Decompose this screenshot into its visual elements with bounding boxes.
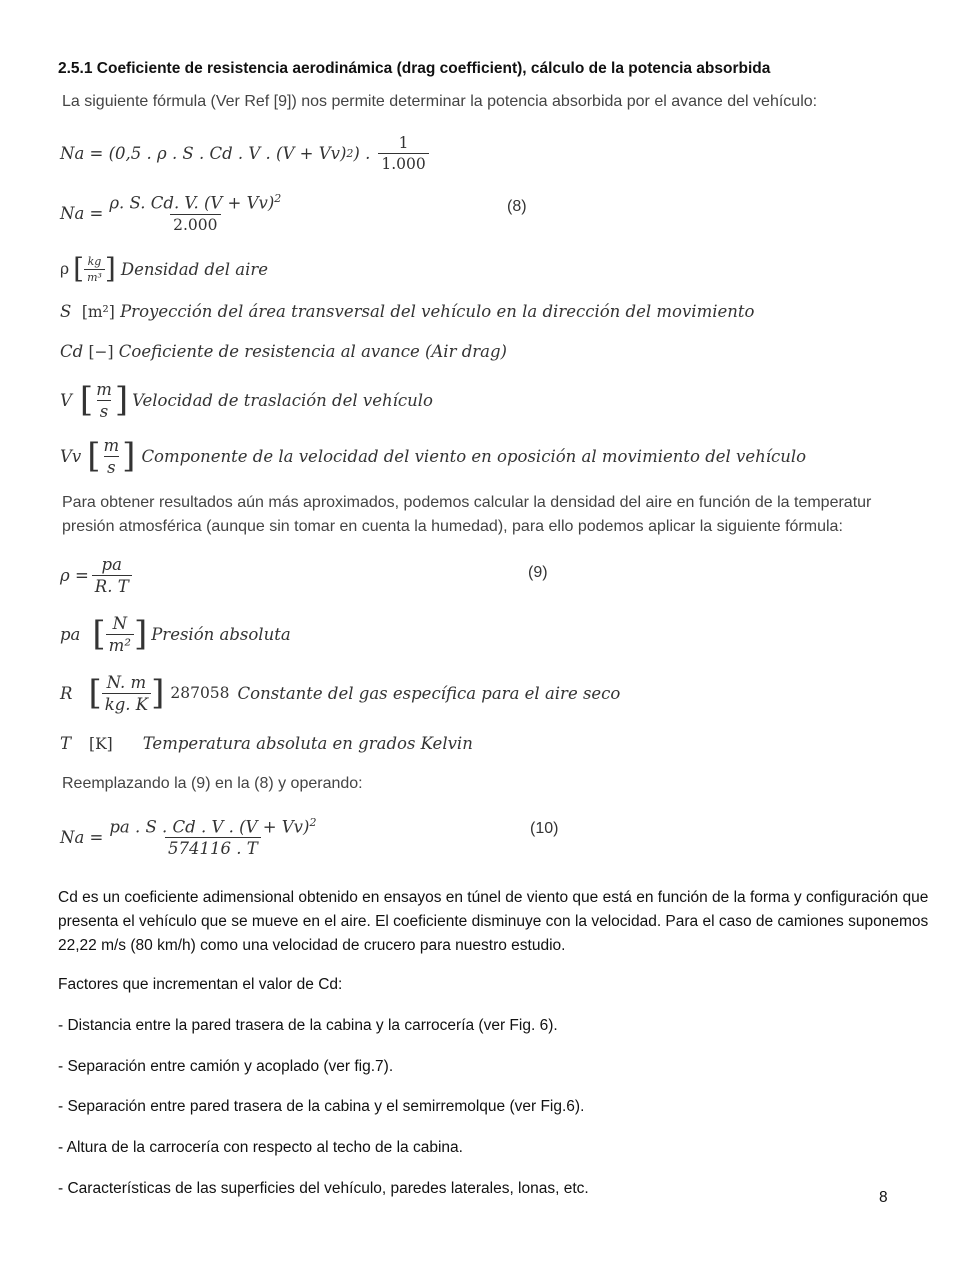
factor-item: - Separación entre pared trasera de la cabina y el semirremolque (ver Fig.6). bbox=[58, 1098, 585, 1115]
factor-item: - Características de las superficies del vehículo, paredes laterales, lonas, etc. bbox=[58, 1180, 589, 1197]
variable-r: R [ $\frac{N. m}{kg. K}$ ] 287058 Constante del gas específica para el aire seco bbox=[60, 672, 621, 714]
equation-number-8: (8) bbox=[507, 198, 527, 215]
factor-item: - Altura de la carrocería con respecto al techo de la cabina. bbox=[58, 1139, 463, 1156]
variable-vv: Vv [ $\frac{m}{s}$ ] Componente de la velocidad del viento en oposición al movimiento del vehículo bbox=[60, 435, 807, 477]
page-number: 8 bbox=[879, 1189, 888, 1206]
equation-number-9: (9) bbox=[528, 564, 548, 581]
section-heading: 2.5.1 Coeficiente de resistencia aerodinámica (drag coefficient), cálculo de la potencia absorbida bbox=[58, 60, 771, 77]
density-text-line2: presión atmosférica (aunque sin tomar en cuenta la humedad), para ello podemos aplicar la siguiente fórmula: bbox=[62, 518, 843, 535]
formula-power-full: Na = (0,5 . ρ . S . Cd . V . (V + Vv) 2 ) . $\frac{1}{1.000}$ bbox=[60, 128, 432, 178]
factors-title: Factores que incrementan el valor de Cd: bbox=[58, 976, 343, 993]
formula-power-simplified: Na = $\frac{\rho. S. Cd. V. (V + Vv)^2}{2.000}$ bbox=[60, 192, 282, 234]
variable-pa: pa [ $\frac{N}{\text{m²}}$ ] Presión absoluta bbox=[60, 613, 291, 655]
cd-paragraph: Cd es un coeficiente adimensional obtenido en ensayos en túnel de viento que está en función de la forma y configuración que presenta el vehículo que se mueve en el aire. El coeficiente disminuye con la velocidad. Para el caso de camiones suponemos 22,22 m/s (80 km/h) como una velocidad de crucero para nuestro estudio. bbox=[58, 889, 929, 954]
density-text-line1: Para obtener resultados aún más aproximados, podemos calcular la densidad del aire en función de la temperatur bbox=[62, 494, 872, 511]
variable-t: T [K] Temperatura absoluta en grados Kelvin bbox=[60, 734, 473, 753]
intro-text: La siguiente fórmula (Ver Ref [9]) nos permite determinar la potencia absorbida por el avance del vehículo: bbox=[62, 93, 818, 110]
factor-item: - Separación entre camión y acoplado (ver fig.7). bbox=[58, 1058, 394, 1075]
formula-density: ρ = $\frac{pa}{R. T}$ bbox=[60, 552, 135, 598]
variable-v: V [ $\frac{m}{s}$ ] Velocidad de traslación del vehículo bbox=[60, 379, 433, 421]
variable-cd: Cd [−] Coeficiente de resistencia al avance (Air drag) bbox=[60, 342, 507, 361]
variable-s: S [m²] Proyección del área transversal del vehículo en la dirección del movimiento bbox=[60, 302, 755, 321]
variable-rho: ρ [ $\frac{kg}{\text{m³}}$ ] Densidad del aire bbox=[60, 252, 269, 285]
factor-item: - Distancia entre la pared trasera de la cabina y la carrocería (ver Fig. 6). bbox=[58, 1017, 558, 1034]
equation-number-10: (10) bbox=[530, 820, 559, 837]
replace-text: Reemplazando la (9) en la (8) y operando: bbox=[62, 775, 363, 792]
formula-power-final: Na = $\frac{pa . S . Cd . V . (V + Vv)^2}{574116 . T}$ bbox=[60, 815, 317, 859]
